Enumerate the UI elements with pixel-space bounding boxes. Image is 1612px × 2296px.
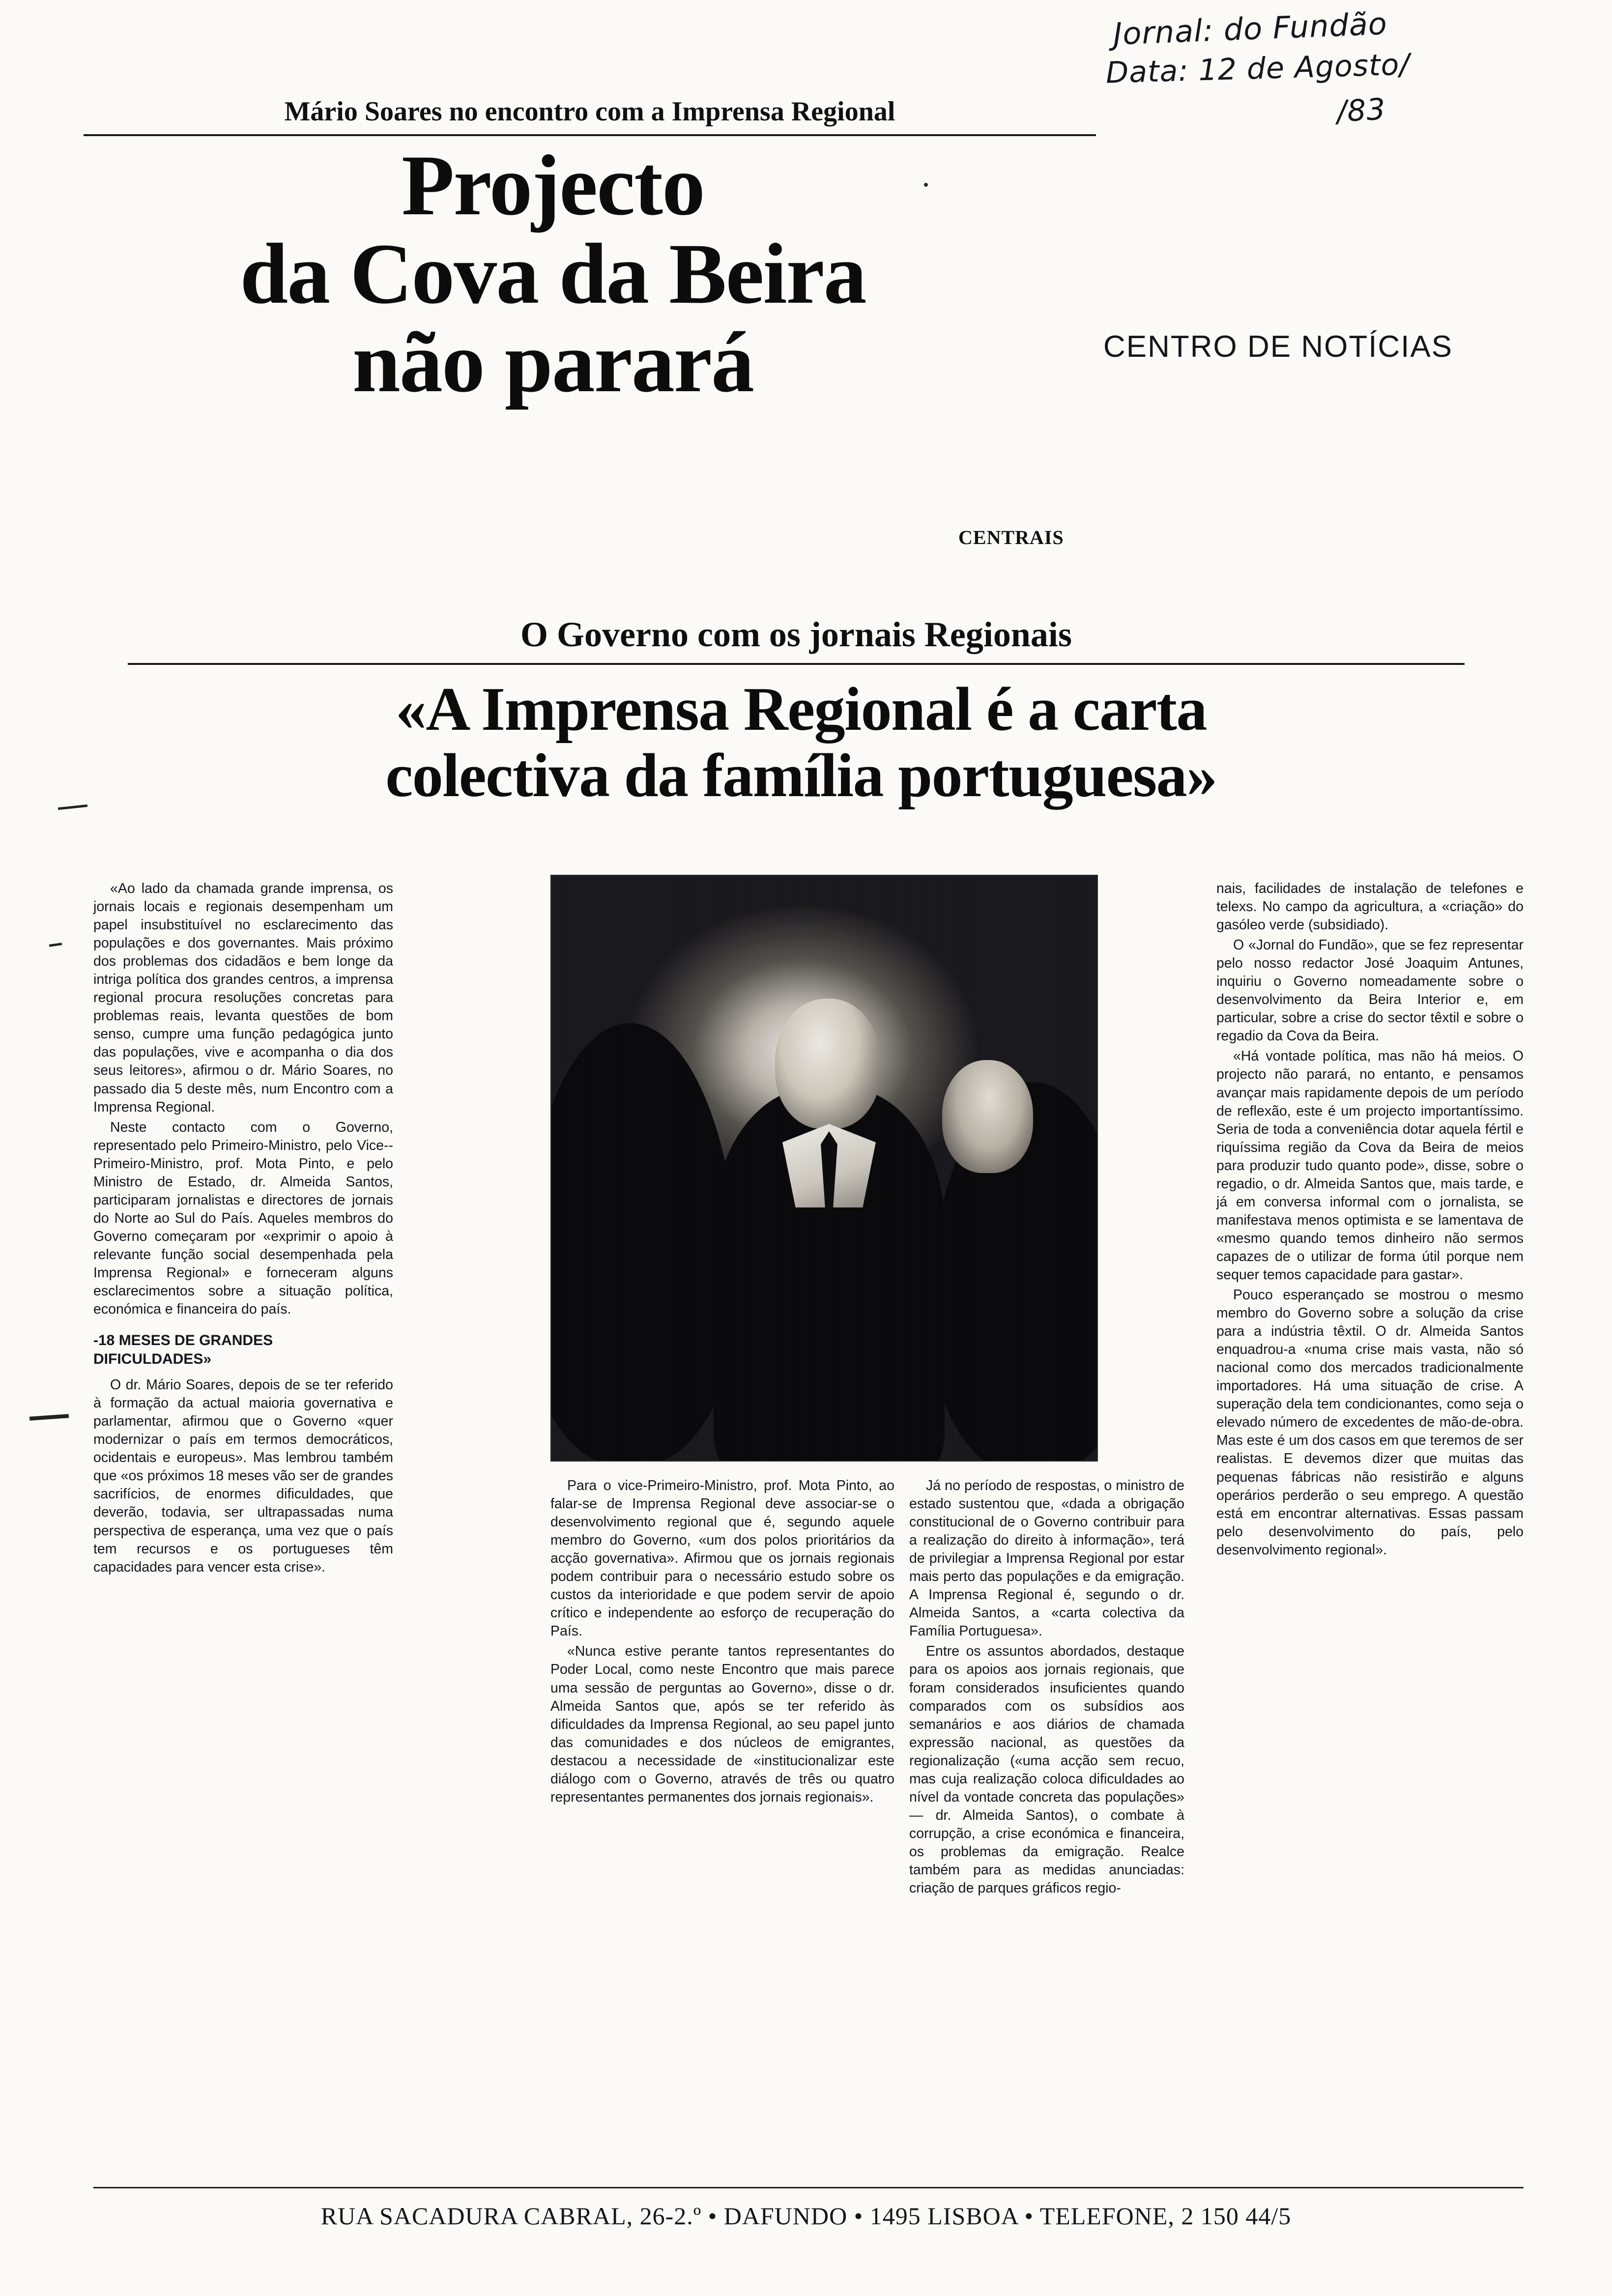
paragraph: Pouco esperançado se mostrou o mesmo membro do Governo sobre a solução da crise para a indústria têxtil. O dr. Almeida Santos enquadrou-a «numa crise mais vasta, não só nacional como dos mercados tradicionalmente importadores. Há uma situação de crise. A superação dela tem condicionantes, como seja o elevado número de excedentes de mão-de-obra. Mas este é um dos casos em que teremos de ser realistas. E devemos dizer que muitas das pequenas fábricas não resistirão e alguns operários perderão o seu emprego. A questão está em encontrar alternativas. Essas passam pelo desenvolvimento do país, pelo desenvolvimento regional».	[1216, 1287, 1524, 1558]
paragraph: Já no período de respostas, o ministro de estado sustentou que, «dada a obrigação constitucional de o Governo contribuir para a realização do direito à informação», terá de privilegiar a Imprensa Regional por estar mais perto das populações e da emigração. A Imprensa Regional é, segundo o dr. Almeida Santos, a «carta colectiva da Família Portuguesa».	[909, 1478, 1184, 1639]
article-column-3	[909, 1477, 1184, 1899]
article-column-1	[93, 880, 393, 1578]
pen-mark	[29, 1414, 69, 1421]
kicker-rule	[84, 134, 1096, 136]
kicker-text: Mário Soares no encontro com a Imprensa Regional	[284, 96, 895, 127]
paragraph: Neste contacto com o Governo, representado pelo Primeiro-Ministro, pelo Vice--Primeiro-Ministro, prof. Mota Pinto, e pelo Ministro de Estado, dr. Almeida Santos, participaram jornalistas e directores de jornais do Norte ao Sul do País. Aqueles membros do Governo começaram por «exprimir o apoio à relevante função social desempenhada pela Imprensa Regional» e forneceram alguns esclarecimentos sobre a situação política, económica e financeira do país.	[93, 1119, 393, 1318]
article-body	[93, 880, 1524, 2197]
handwritten-source-annotation: Jornal: do Fundão	[1112, 5, 1388, 52]
article-column-4	[1216, 880, 1524, 1561]
paragraph: O dr. Mário Soares, depois de se ter referido à formação da actual maioria governativa e parlamentar, afirmou que o Governo «quer modernizar o país em termos democráticos, ocidentais e europeus». Mas lembrou também que «os próximos 18 meses vão ser de grandes sacrifícios, de enormes dificuldades, que deverão, todavia, ser ultrapassadas numa perspectiva de esperança, uma vez que o país tem recursos e os portugueses têm capacidades para vencer esta crise».	[93, 1377, 393, 1575]
quote-headline	[88, 675, 1514, 810]
pen-mark	[49, 943, 62, 947]
handwritten-date-annotation: Data: 12 de Agosto/	[1105, 47, 1410, 90]
paragraph: O «Jornal do Fundão», que se fez representar pelo nosso redactor José Joaquim Antunes, inquiriu o Governo nomeadamente sobre o desenvolvimento da Beira Interior e, em particular, sobre a crise do sector têxtil e sobre o regadio da Cova da Beira.	[1216, 937, 1524, 1044]
subhead-block	[128, 614, 1465, 665]
paragraph: «Ao lado da chamada grande imprensa, os jornais locais e regionais desempenham um papel insubstituível no esclarecimento das populações e dos governantes. Mais próximo dos problemas dos cidadãos e bem longe da intriga política dos grandes centros, a imprensa regional procura resoluções concretas para problemas reais, levanta questões de bom senso, cumpre uma função pedagógica junto das populações, vive e acompanha o dia dos seus leitores», afirmou o dr. Mário Soares, no passado dia 5 deste mês, num Encontro com a Imprensa Regional.	[93, 881, 393, 1115]
headline-line-3: não parará	[352, 315, 753, 410]
footer-address: RUA SACADURA CABRAL, 26-2.º • DAFUNDO • 1495 LISBOA • TELEFONE, 2 150 44/5	[320, 2202, 1292, 2230]
paragraph: Entre os assuntos abordados, destaque para os apoios aos jornais regionais, que foram considerados insuficientes quando comparados com os subsídios aos semanários e aos diários de chamada expressão nacional, as questões da regionalização («uma acção sem recuo, mas cuja realização coloca dificuldades ao nível da vontade concreta das populações» — dr. Almeida Santos), o combate à corrupção, a crise económica e financeira, os problemas da emigração. Realce também para as medidas anunciadas: criação de parques gráficos regio-	[909, 1643, 1184, 1896]
paragraph: «Há vontade política, mas não há meios. O projecto não parará, no entanto, e pensamos avançar mais rapidamente depois de um período de reflexão, este é um projecto importantíssimo. Seria de toda a conveniência dotar aquela fértil e riquíssima região da Cova da Beira de meios para produzir tudo quanto pode», disse, sobre o regadio, o dr. Almeida Santos que, mais tarde, e já em conversa informal com o jornalista, se manifestava menos optimista e se lamentava de «mesmo quando temos dinheiro não sermos capazes de o utilizar de forma útil porque nem sequer temos capacidade para gastar».	[1216, 1048, 1524, 1283]
footer-rule	[93, 2187, 1524, 2188]
section-stamp: CENTRAIS	[958, 526, 1064, 548]
quote-headline-line-1: «A Imprensa Regional é a carta	[395, 675, 1207, 744]
subhead-rule	[128, 663, 1465, 665]
main-headline	[44, 138, 1062, 410]
pen-mark	[58, 804, 87, 810]
quote-headline-line-2: colectiva da família portuguesa»	[385, 741, 1217, 810]
press-agency-stamp: CENTRO DE NOTÍCIAS	[1103, 330, 1453, 364]
paragraph: Para o vice-Primeiro-Ministro, prof. Mota Pinto, ao falar-se de Imprensa Regional deve associar-se o desenvolvimento regional que é, segundo aquele membro do Governo, «um dos polos prioritários da acção governativa». Afirmou que os jornais regionais podem contribuir para o necessário estudo sobre os custos da interioridade e que podem servir de apoio crítico e independente ao esforço de recuperação do País.	[550, 1478, 894, 1639]
article-column-2	[550, 1477, 894, 1808]
headline-line-2: da Cova da Beira	[240, 226, 866, 322]
kicker-block	[84, 96, 1096, 136]
subhead-text: O Governo com os jornais Regionais	[520, 615, 1072, 654]
handwritten-year-annotation: /83	[1336, 92, 1387, 129]
headline-line-1: Projecto	[402, 138, 704, 233]
paragraph: nais, facilidades de instalação de telefones e telexs. No campo da agricultura, a «criação» do gasóleo verde (subsidiado).	[1216, 881, 1524, 933]
ink-dot	[924, 183, 928, 187]
section-heading: -18 MESES DE GRANDES DIFICULDADES»	[93, 1332, 273, 1367]
paragraph: «Nunca estive perante tantos representantes do Poder Local, como neste Encontro que mais parece uma sessão de perguntas ao Governo», disse o dr. Almeida Santos que, após se ter referido às dificuldades da Imprensa Regional, ao seu papel junto das comunidades e dos núcleos de emigrantes, destacou a necessidade de «institucionalizar este diálogo com o Governo, através de três ou quatro representantes permanentes dos jornais regionais».	[550, 1643, 894, 1805]
